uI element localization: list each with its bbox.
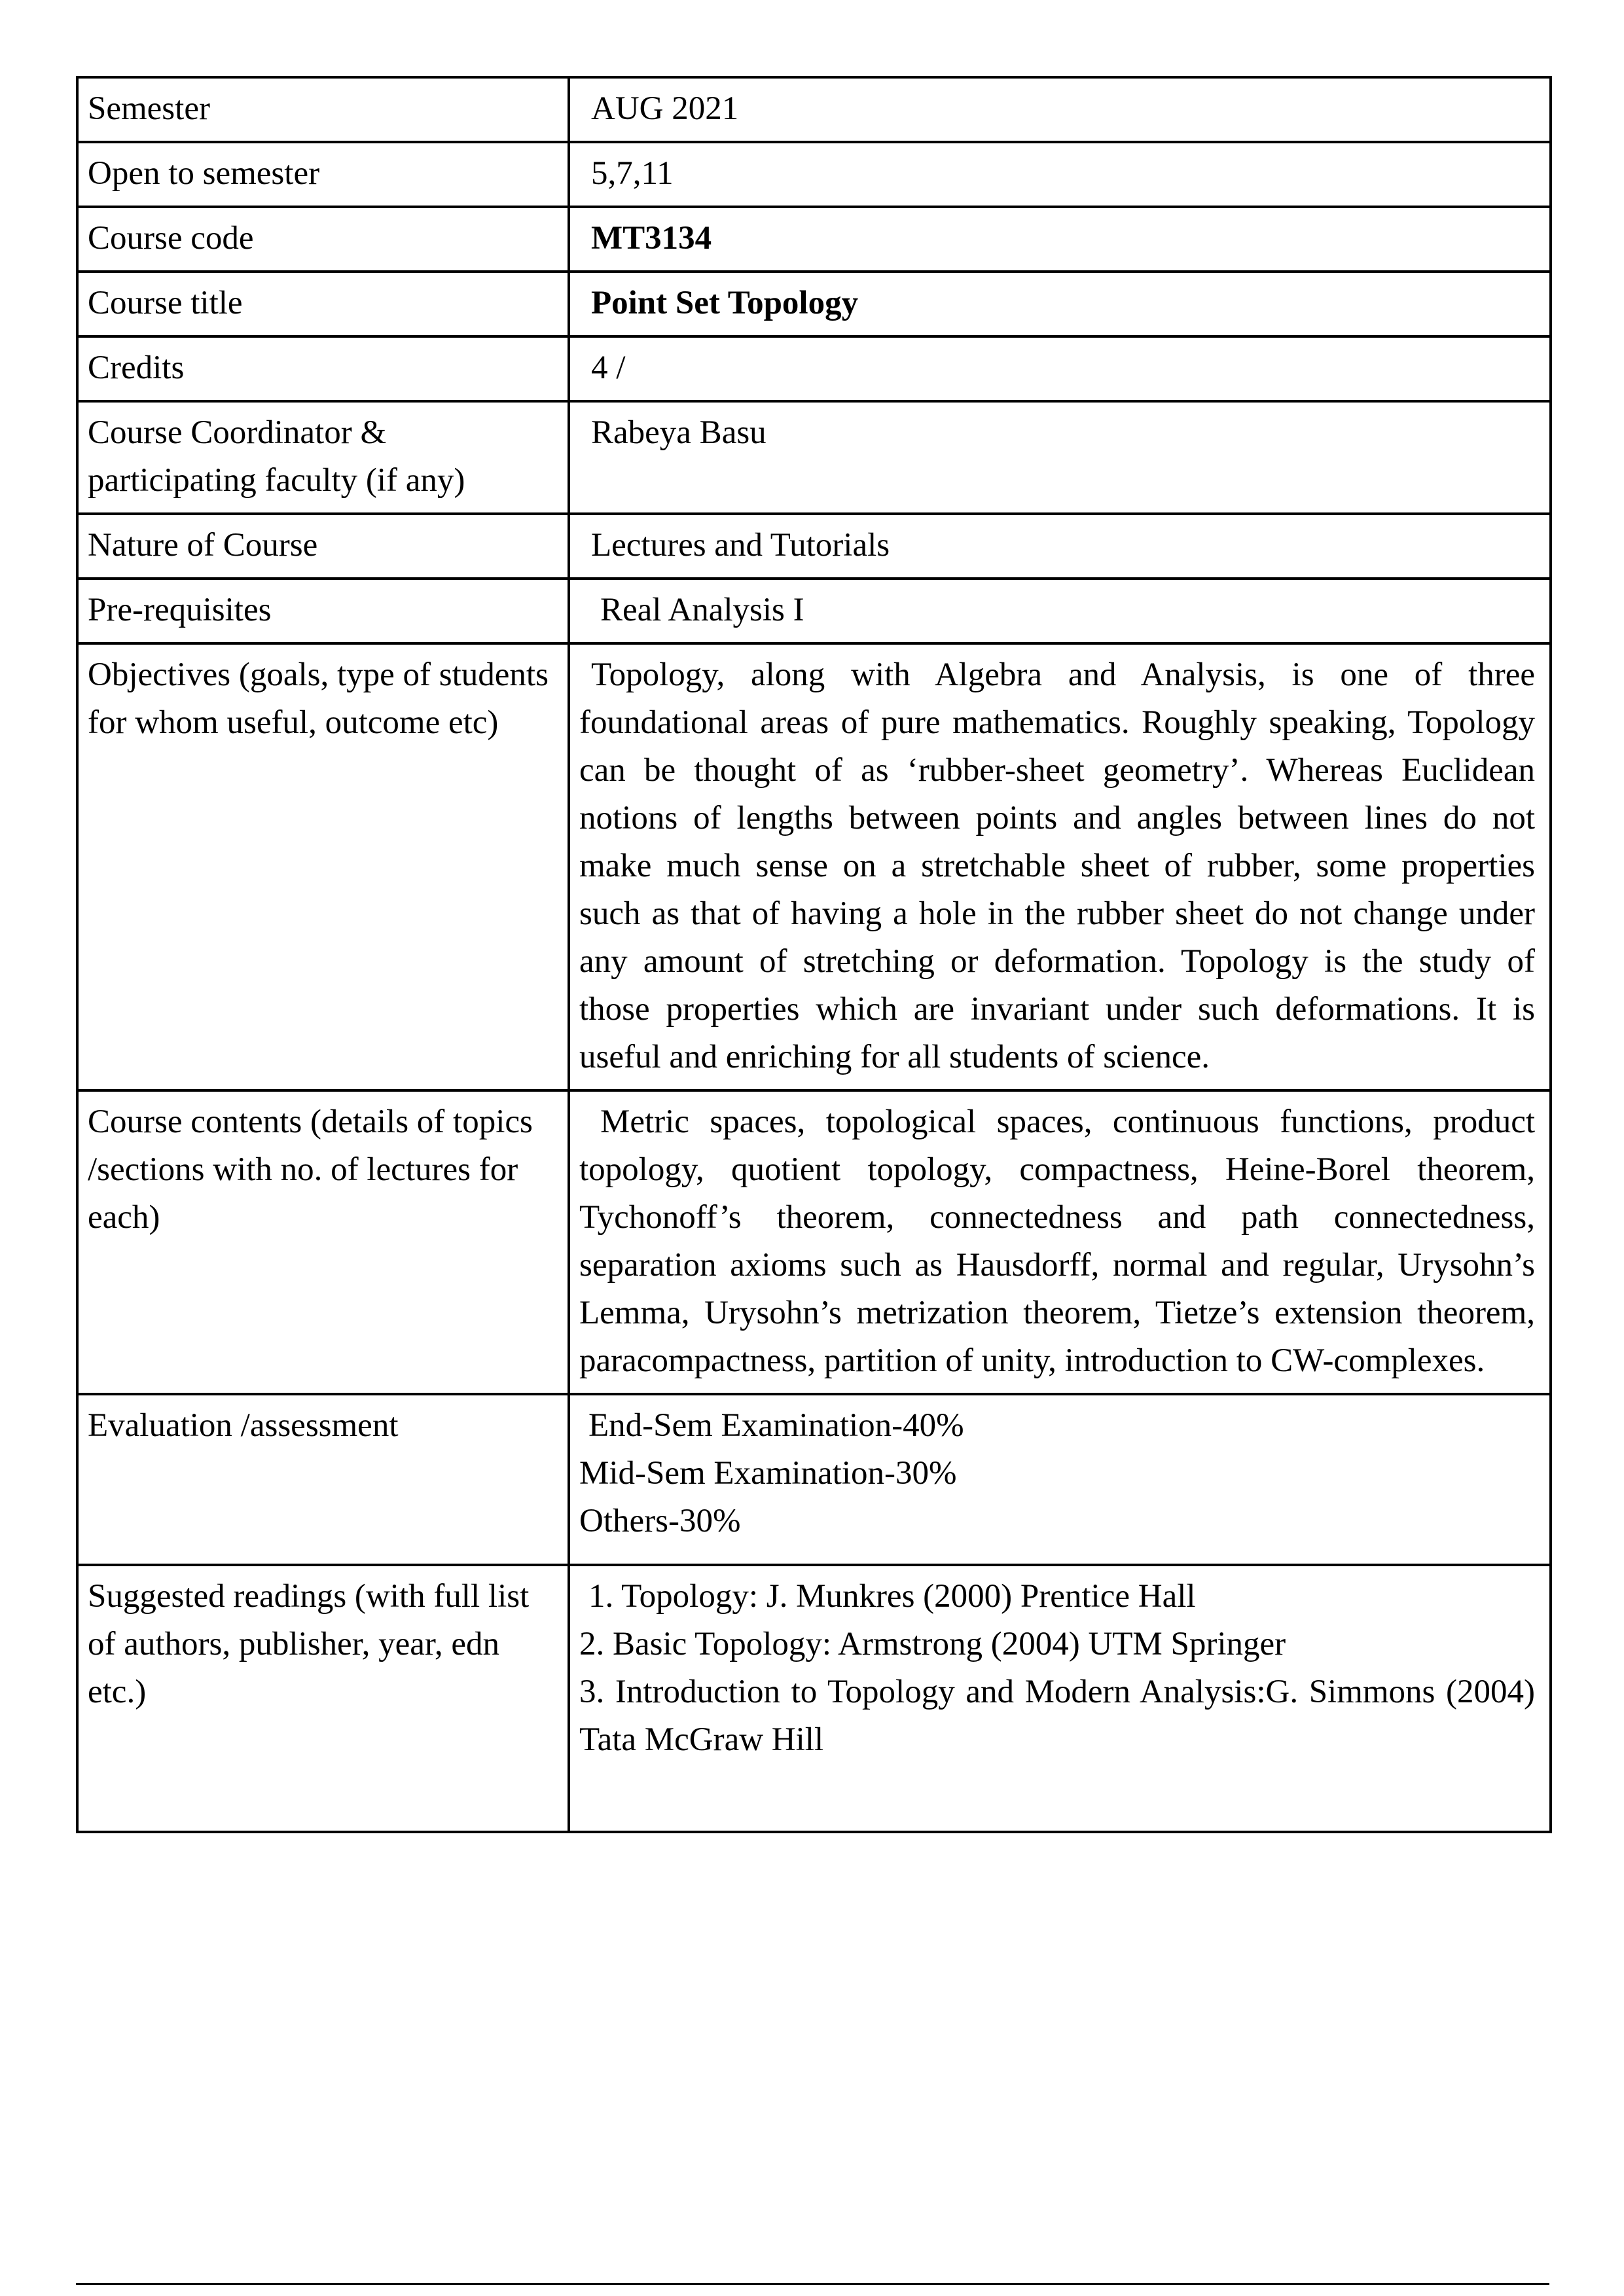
value-course-contents: Metric spaces, topological spaces, continuous functions, product topology, quotient topology, compactness, Heine-Borel theorem, Tychonoff’s theorem, connectedness and path connectedness, separation axioms such as Hausdorff, normal and regular, Urysohn’s Lemma, Urysohn’s metrization theorem, Tietze’s extension theorem, paracompactness, partition of unity, introduction to CW-complexes.: [569, 1090, 1551, 1394]
label-course-code: Course code: [77, 207, 569, 272]
row-prerequisites: [77, 579, 1551, 643]
row-course-code: [77, 207, 1551, 272]
row-open-to-semester: [77, 142, 1551, 207]
value-coordinator: Rabeya Basu: [591, 414, 767, 451]
label-course-contents: Course contents (details of topics /sections with no. of lectures for each): [77, 1090, 569, 1394]
evaluation-item: Mid-Sem Examination-30%: [579, 1455, 957, 1492]
value-course-title: Point Set Topology: [591, 285, 859, 321]
course-details-table: [76, 76, 1552, 1833]
reading-item: 1. Topology: J. Munkres (2000) Prentice Hall: [588, 1578, 1196, 1615]
row-course-title: [77, 272, 1551, 336]
row-objectives: [77, 643, 1551, 1090]
value-objectives: Topology, along with Algebra and Analysis, is one of three foundational areas of pure mathematics. Roughly speaking, Topology can be thought of as ‘rubber-sheet geometry’. Whereas Euclidean notions of lengths between points and angles between lines do not make much sense on a stretchable sheet of rubber, some properties such as that of having a hole in the rubber sheet do not change under any amount of stretching or deformation. Topology is the study of those properties which are invariant under such deformations. It is useful and enriching for all students of science.: [569, 643, 1551, 1090]
value-nature-of-course: Lectures and Tutorials: [591, 527, 890, 564]
row-course-contents: [77, 1090, 1551, 1394]
row-semester: [77, 77, 1551, 142]
label-evaluation: Evaluation /assessment: [77, 1394, 569, 1565]
value-prerequisites: Real Analysis I: [600, 592, 804, 628]
evaluation-item: Others-30%: [579, 1503, 741, 1539]
label-objectives: Objectives (goals, type of students for whom useful, outcome etc): [77, 643, 569, 1090]
value-semester: AUG 2021: [591, 90, 739, 127]
value-course-code: MT3134: [591, 220, 712, 257]
label-nature-of-course: Nature of Course: [77, 514, 569, 579]
row-coordinator: [77, 401, 1551, 514]
row-evaluation: [77, 1394, 1551, 1565]
label-prerequisites: Pre-requisites: [77, 579, 569, 643]
value-open-to-semester: 5,7,11: [591, 155, 674, 192]
value-credits: 4 /: [591, 350, 626, 386]
label-coordinator: Course Coordinator & participating faculty (if any): [77, 401, 569, 514]
reading-item: 3. Introduction to Topology and Modern Analysis:G. Simmons (2004) Tata McGraw Hill: [579, 1674, 1535, 1758]
label-course-title: Course title: [77, 272, 569, 336]
evaluation-item: End-Sem Examination-40%: [588, 1407, 964, 1444]
label-suggested-readings: Suggested readings (with full list of authors, publisher, year, edn etc.): [77, 1565, 569, 1832]
label-open-to-semester: Open to semester: [77, 142, 569, 207]
label-credits: Credits: [77, 336, 569, 401]
reading-item: 2. Basic Topology: Armstrong (2004) UTM Springer: [579, 1626, 1286, 1662]
footer-rule: [76, 2283, 1549, 2285]
row-suggested-readings: [77, 1565, 1551, 1832]
label-semester: Semester: [77, 77, 569, 142]
row-nature-of-course: [77, 514, 1551, 579]
row-credits: [77, 336, 1551, 401]
